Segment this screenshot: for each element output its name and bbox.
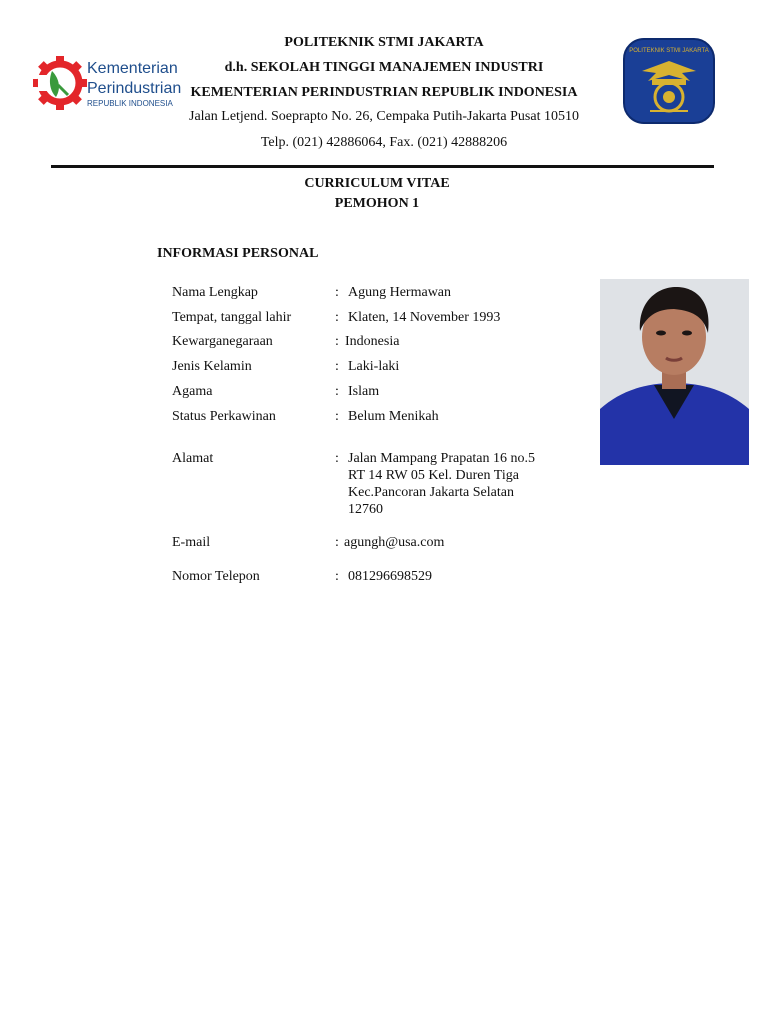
applicant-portrait-photo-icon xyxy=(600,279,749,465)
field-label-kewarganegaraan: Kewarganegaraan xyxy=(172,334,273,349)
field-value-telepon: 081296698529 xyxy=(348,569,432,584)
field-value-jenis-kelamin: Laki-laki xyxy=(348,359,400,374)
field-value-status: Belum Menikah xyxy=(348,409,439,424)
field-colon: : xyxy=(335,451,339,466)
field-value-email: agungh@usa.com xyxy=(344,535,445,550)
institution-address: Jalan Letjend. Soeprapto No. 26, Cempaka Putih-Jakarta Pusat 10510 xyxy=(189,109,579,124)
document-title: CURRICULUM VITAE xyxy=(304,176,450,191)
field-label-agama: Agama xyxy=(172,384,213,399)
field-label-ttl: Tempat, tanggal lahir xyxy=(172,310,292,325)
institution-former-name: d.h. SEKOLAH TINGGI MANAJEMEN INDUSTRI xyxy=(224,60,544,75)
field-value-alamat-line3: Kec.Pancoran Jakarta Selatan xyxy=(348,485,514,500)
field-value-alamat-line4: 12760 xyxy=(348,502,383,517)
svg-text:Perindustrian: Perindustrian xyxy=(87,80,182,97)
field-label-alamat: Alamat xyxy=(172,451,214,466)
applicant-photo xyxy=(600,279,749,465)
field-colon: : xyxy=(335,535,339,550)
header-divider xyxy=(51,165,714,168)
field-label-telepon: Nomor Telepon xyxy=(172,569,260,584)
field-value-alamat-line1: Jalan Mampang Prapatan 16 no.5 xyxy=(348,451,536,466)
field-value-alamat-line2: RT 14 RW 05 Kel. Duren Tiga xyxy=(348,468,519,483)
field-colon: : xyxy=(335,310,339,325)
institution-phone: Telp. (021) 42886064, Fax. (021) 42888206 xyxy=(260,135,508,150)
field-colon: : xyxy=(335,285,339,300)
field-value-nama: Agung Hermawan xyxy=(348,285,452,300)
document-subtitle: PEMOHON 1 xyxy=(334,196,420,211)
field-label-jenis-kelamin: Jenis Kelamin xyxy=(172,359,252,374)
svg-text:REPUBLIK INDONESIA: REPUBLIK INDONESIA xyxy=(87,99,173,108)
field-value-ttl: Klaten, 14 November 1993 xyxy=(348,310,501,325)
field-label-nama: Nama Lengkap xyxy=(172,285,258,300)
field-label-email: E-mail xyxy=(172,535,211,550)
svg-text:POLITEKNIK STMI JAKARTA: POLITEKNIK STMI JAKARTA xyxy=(629,48,709,54)
ministry-name: KEMENTERIAN PERINDUSTRIAN REPUBLIK INDONESIA xyxy=(190,85,578,100)
field-colon: : xyxy=(335,334,339,349)
field-colon: : xyxy=(335,569,339,584)
section-heading: INFORMASI PERSONAL xyxy=(157,246,319,261)
field-colon: : xyxy=(335,359,339,374)
field-colon: : xyxy=(335,409,339,424)
svg-text:Kementerian: Kementerian xyxy=(87,60,178,77)
field-value-agama: Islam xyxy=(348,384,380,399)
field-label-status: Status Perkawinan xyxy=(172,409,276,424)
field-value-kewarganegaraan: Indonesia xyxy=(345,334,400,349)
institution-name: POLITEKNIK STMI JAKARTA xyxy=(284,35,484,50)
field-colon: : xyxy=(335,384,339,399)
